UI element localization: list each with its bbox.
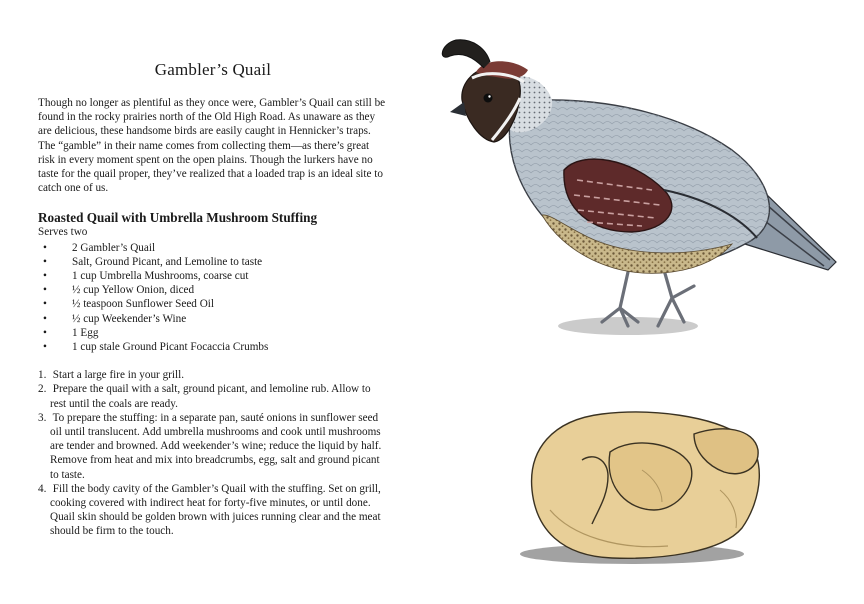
step-text: Start a large fire in your grill. (52, 369, 185, 382)
quail-eye (484, 94, 493, 103)
ingredient-item: • Salt, Ground Picant, and Lemoline to taste (38, 255, 388, 269)
ingredient-list (38, 241, 388, 355)
step-list (38, 368, 388, 538)
step-number: 4. (38, 482, 47, 495)
ingredient-item: • 1 cup Umbrella Mushrooms, coarse cut (38, 269, 388, 283)
quail-illustration (432, 0, 864, 360)
quail-plume (442, 40, 490, 68)
illustration-page (432, 0, 864, 604)
ingredient-item: • 1 Egg (38, 326, 388, 340)
step-item (38, 411, 388, 482)
step-number: 2. (38, 383, 47, 396)
step-text: To prepare the stuffing: in a separate pan, sauté onions in sunflower seed oil until translucent. Add umbrella mushrooms and cook until mushrooms are tender and browned. Add weekender’s wine; reduce the liquid by half. Remove from heat and mix into breadcrumbs, egg, salt and ground picant to taste. (50, 411, 382, 481)
recipe-page (38, 60, 388, 539)
ingredient-item: • ½ teaspoon Sunflower Seed Oil (38, 297, 388, 311)
recipe-title: Roasted Quail with Umbrella Mushroom Stuffing (38, 210, 318, 226)
quail-leg (658, 270, 694, 326)
step-text: Prepare the quail with a salt, ground picant, and lemoline rub. Allow to rest until the coals are ready. (50, 383, 371, 410)
step-item (38, 382, 388, 410)
quail-beak (450, 102, 466, 116)
step-number: 3. (38, 411, 47, 424)
ingredient-item: • ½ cup Yellow Onion, diced (38, 283, 388, 297)
step-number: 1. (38, 369, 47, 382)
roasted-bird-illustration (432, 360, 864, 604)
serves-label: Serves two (38, 226, 88, 239)
ingredient-item: • 2 Gambler’s Quail (38, 241, 388, 255)
step-text: Fill the body cavity of the Gambler’s Quail with the stuffing. Set on grill, cooking covered with indirect heat for forty-five minutes, or until done. Quail skin should be golden brown with juices running clear and the meat should be firm to the touch. (50, 482, 381, 538)
intro-paragraph: Though no longer as plentiful as they once were, Gambler’s Quail can still be found in the rocky prairies north of the Old High Road. As unaware as they are delicious, these handsome birds are easily caught in Hennicker’s traps. The “gamble” in their name comes from collecting them—as there’s great risk in every moment spent on the open plains. Though the lurkers have no taste for the quail proper, they’ve realized that a loaded trap is an ideal site to catch one of us. (38, 97, 386, 195)
step-item (38, 368, 388, 382)
step-item (38, 482, 388, 539)
ingredient-item: • 1 cup stale Ground Picant Focaccia Crumbs (38, 340, 388, 354)
page-title: Gambler’s Quail (154, 60, 272, 79)
ingredient-item: • ½ cup Weekender’s Wine (38, 312, 388, 326)
